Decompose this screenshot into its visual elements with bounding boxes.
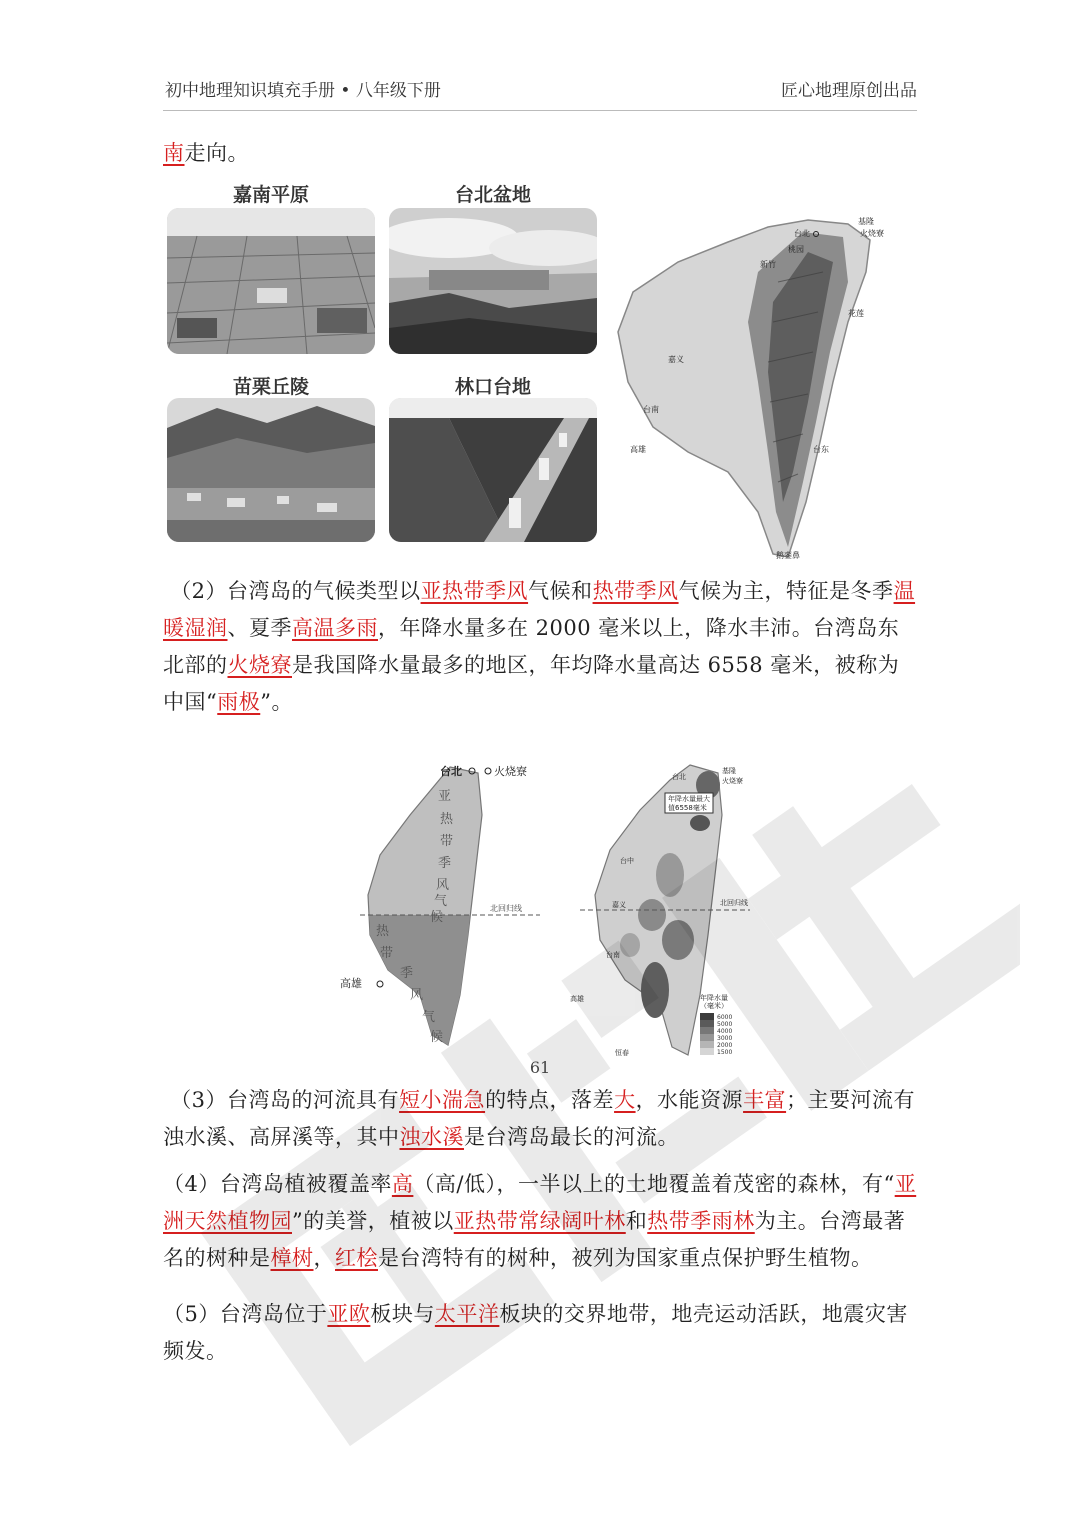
photo-miaoli-hills: [167, 398, 375, 542]
climate-type-map: [340, 755, 540, 1055]
answer-blank: 雨极: [217, 690, 261, 714]
photo-label-miaoli-hills: 苗栗丘陵: [232, 376, 309, 398]
svg-text:2000: 2000: [717, 1042, 733, 1049]
photo-taipei-basin: [389, 208, 597, 354]
taiwan-relief-map: [608, 212, 908, 564]
map-label-eluanbi: 鹅銮鼻: [776, 551, 800, 560]
map-label-chiayi: 嘉义: [668, 355, 684, 364]
answer-blank: 浊水溪: [399, 1125, 464, 1149]
svg-text:风: 风: [410, 988, 424, 1003]
svg-text:台中: 台中: [620, 857, 634, 865]
answer-blank: 太平洋: [434, 1302, 500, 1326]
map-label-hsinchu: 新竹: [760, 260, 776, 269]
map-label-tainan: 台南: [643, 405, 659, 414]
paragraph-plates: （5）台湾岛位于亚欧板块与太平洋板块的交界地带，地壳运动活跃，地震灾害频发。: [163, 1302, 908, 1363]
svg-text:季: 季: [438, 856, 452, 871]
svg-text:台南: 台南: [606, 951, 620, 959]
page-number: 61: [529, 1058, 551, 1077]
svg-text:（毫米）: （毫米）: [700, 1002, 728, 1010]
svg-text:6000: 6000: [717, 1014, 733, 1021]
intro-line: 南走向。: [163, 141, 249, 165]
photo-label-jianan-plain: 嘉南平原: [232, 184, 309, 206]
svg-text:北回归线: 北回归线: [720, 899, 748, 907]
photo-jianan-plain: [167, 208, 375, 354]
answer-blank: 亚洲天然植物园: [163, 1172, 917, 1233]
svg-text:5000: 5000: [717, 1021, 733, 1028]
photo-label-linkou-plateau: 林口台地: [454, 376, 531, 398]
answer-blank: 丰富: [743, 1088, 787, 1112]
svg-text:风: 风: [436, 878, 450, 893]
rainfall-legend: [700, 1013, 732, 1056]
map-label-taoyuan: 桃园: [788, 245, 804, 254]
svg-text:嘉义: 嘉义: [612, 901, 626, 909]
svg-text:火烧寮: 火烧寮: [722, 777, 743, 785]
map-label-taipei: 台北: [794, 229, 810, 238]
answer-blank: 短小湍急: [399, 1088, 486, 1112]
map-label-taitung: 台东: [813, 445, 829, 454]
svg-text:候: 候: [430, 910, 444, 925]
svg-text:气: 气: [422, 1010, 436, 1025]
answer-blank: 大: [614, 1088, 636, 1112]
svg-text:基隆: 基隆: [722, 767, 736, 775]
paragraph-rivers: （3）台湾岛的河流具有短小湍急的特点，落差大，水能资源丰富；主要河流有浊水溪、高屏溪等，其中浊水溪是台湾岛最长的河流。: [163, 1088, 916, 1149]
map-label-huoshaoliao: 火烧寮: [860, 229, 884, 238]
svg-text:热: 热: [376, 924, 390, 939]
svg-text:4000: 4000: [717, 1028, 733, 1035]
answer-blank: 温暖湿润: [163, 579, 916, 640]
header-divider: [163, 110, 917, 111]
paragraph-climate: （2）台湾岛的气候类型以亚热带季风气候和热带季风气候为主，特征是冬季温暖湿润、夏季高温多雨，年降水量多在 2000 毫米以上，降水丰沛。台湾岛东北部的火烧寮是我国降水量最多的地区，年均降水量高达 6558 毫米，被称为中国“雨极”。: [163, 579, 916, 714]
answer-blank: 热带季雨林: [647, 1209, 755, 1233]
header-brand: 匠心地理原创出品: [781, 81, 917, 101]
photo-linkou-plateau: [389, 398, 597, 542]
answer-blank: 高: [391, 1172, 414, 1196]
answer-blank: 亚热带常绿阔叶林: [453, 1209, 626, 1233]
svg-text:1500: 1500: [717, 1049, 733, 1056]
map-callout-line1: 年降水量最大: [668, 795, 710, 803]
answer-blank: 红桧: [335, 1246, 378, 1270]
svg-text:候: 候: [430, 1030, 444, 1045]
svg-text:台北: 台北: [672, 773, 686, 781]
rainfall-map: [560, 755, 760, 1065]
svg-text:热: 热: [440, 812, 454, 827]
photo-label-taipei-basin: 台北盆地: [454, 184, 531, 206]
svg-text:带: 带: [440, 834, 454, 849]
map-label-huoshaoliao: 火烧寮: [494, 765, 527, 778]
svg-text:恒春: 恒春: [615, 1049, 629, 1057]
svg-text:高雄: 高雄: [570, 995, 584, 1003]
answer-blank: 亚欧: [327, 1302, 371, 1326]
map-callout-line2: 值6558毫米: [668, 804, 707, 812]
svg-text:气: 气: [434, 894, 448, 909]
map-label-kaohsiung: 高雄: [340, 977, 362, 990]
answer-blank: 樟树: [270, 1246, 314, 1270]
map-label-taipei: 台北: [440, 765, 462, 778]
map-label-keelung: 基隆: [858, 217, 874, 226]
answer-blank: 高温多雨: [292, 616, 378, 640]
answer-blank: 亚热带季风: [420, 579, 529, 603]
header-title: 初中地理知识填充手册 • 八年级下册: [165, 81, 441, 101]
svg-text:年降水量: 年降水量: [700, 994, 728, 1002]
map-label-kaohsiung: 高雄: [630, 445, 646, 454]
svg-text:季: 季: [400, 966, 414, 981]
map-label-hualien: 花莲: [848, 309, 864, 318]
paragraph-vegetation: （4）台湾岛植被覆盖率高（高/低），一半以上的土地覆盖着茂密的森林，有“亚洲天然植物园”的美誉，植被以亚热带常绿阔叶林和热带季雨林为主。台湾最著名的树种是樟树，红桧是台湾特有的树种，被列为国家重点保护野生植物。: [163, 1172, 917, 1270]
svg-text:带: 带: [380, 946, 394, 961]
answer-blank: 火烧寮: [227, 653, 292, 677]
answer-blank: 热带季风: [592, 579, 679, 603]
answer-blank: 南: [163, 141, 185, 165]
svg-text:亚: 亚: [438, 789, 452, 804]
map-label-tropic: 北回归线: [490, 904, 522, 913]
svg-text:3000: 3000: [717, 1035, 733, 1042]
